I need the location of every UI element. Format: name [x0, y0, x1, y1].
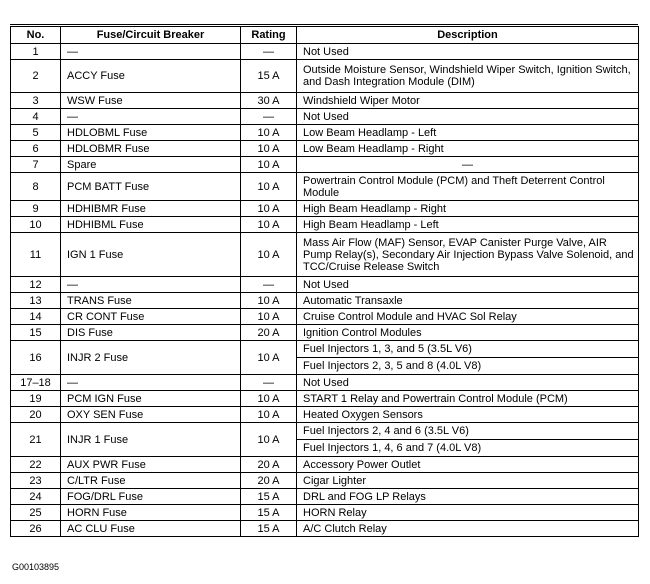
- table-row: [11, 473, 639, 489]
- description-cell: Automatic Transaxle: [297, 293, 639, 309]
- fuse-name-cell: IGN 1 Fuse: [61, 233, 241, 277]
- fuse-name-cell: —: [61, 44, 241, 60]
- rating-cell: 30 A: [241, 93, 297, 109]
- table-row: [11, 521, 639, 537]
- rating-cell: —: [241, 44, 297, 60]
- fuse-number-cell: 4: [11, 109, 61, 125]
- description-cell: Powertrain Control Module (PCM) and Theft Deterrent Control Module: [297, 173, 639, 201]
- description-cell: Fuel Injectors 1, 3, and 5 (3.5L V6): [297, 341, 639, 358]
- table-row: [11, 325, 639, 341]
- fuse-number-cell: 14: [11, 309, 61, 325]
- table-row: [11, 277, 639, 293]
- rating-cell: 10 A: [241, 309, 297, 325]
- rating-cell: 15 A: [241, 521, 297, 537]
- fuse-number-cell: 24: [11, 489, 61, 505]
- fuse-number-cell: 17–18: [11, 375, 61, 391]
- rating-cell: 10 A: [241, 407, 297, 423]
- rating-cell: 10 A: [241, 157, 297, 173]
- rating-cell: 15 A: [241, 505, 297, 521]
- rating-cell: 15 A: [241, 489, 297, 505]
- description-cell: —: [297, 157, 639, 173]
- fuse-number-cell: 10: [11, 217, 61, 233]
- table-row: [11, 60, 639, 93]
- fuse-name-cell: AC CLU Fuse: [61, 521, 241, 537]
- table-row: [11, 44, 639, 60]
- description-cell: Fuel Injectors 2, 4 and 6 (3.5L V6): [297, 423, 639, 440]
- description-cell: Ignition Control Modules: [297, 325, 639, 341]
- table-row: [11, 309, 639, 325]
- rating-cell: 20 A: [241, 325, 297, 341]
- fuse-number-cell: 5: [11, 125, 61, 141]
- fuse-name-cell: PCM IGN Fuse: [61, 391, 241, 407]
- description-cell: Not Used: [297, 109, 639, 125]
- fuse-name-cell: WSW Fuse: [61, 93, 241, 109]
- description-cell: Fuel Injectors 1, 4, 6 and 7 (4.0L V8): [297, 440, 639, 457]
- rating-cell: —: [241, 109, 297, 125]
- rating-cell: 20 A: [241, 457, 297, 473]
- description-cell: A/C Clutch Relay: [297, 521, 639, 537]
- figure-id: G00103895: [12, 562, 60, 572]
- description-cell: Cigar Lighter: [297, 473, 639, 489]
- fuse-name-cell: INJR 1 Fuse: [61, 423, 241, 457]
- fuse-number-cell: 19: [11, 391, 61, 407]
- description-cell: Mass Air Flow (MAF) Sensor, EVAP Canister Purge Valve, AIR Pump Relay(s), Secondary Air Injection Bypass Valve Solenoid, and TCC/Cruise Release Switch: [297, 233, 639, 277]
- header-rating: Rating: [241, 27, 297, 44]
- table-row: [11, 233, 639, 277]
- fuse-number-cell: 7: [11, 157, 61, 173]
- table-body: [11, 44, 639, 537]
- fuse-number-cell: 1: [11, 44, 61, 60]
- table-row: [11, 125, 639, 141]
- table-row: [11, 457, 639, 473]
- description-cell: Low Beam Headlamp - Right: [297, 141, 639, 157]
- rating-cell: 15 A: [241, 60, 297, 93]
- fuse-number-cell: 2: [11, 60, 61, 93]
- table-top-rule: [10, 24, 638, 25]
- fuse-name-cell: HDHIBMR Fuse: [61, 201, 241, 217]
- description-cell: Not Used: [297, 375, 639, 391]
- table-row: [11, 375, 639, 391]
- table-row: [11, 173, 639, 201]
- rating-cell: 10 A: [241, 293, 297, 309]
- fuse-name-cell: HORN Fuse: [61, 505, 241, 521]
- rating-cell: 10 A: [241, 217, 297, 233]
- fuse-table: [10, 26, 639, 537]
- table-row: [11, 201, 639, 217]
- fuse-number-cell: 16: [11, 341, 61, 375]
- description-cell: Low Beam Headlamp - Left: [297, 125, 639, 141]
- table-row: [11, 505, 639, 521]
- fuse-number-cell: 15: [11, 325, 61, 341]
- fuse-number-cell: 6: [11, 141, 61, 157]
- header-row: [11, 27, 639, 44]
- fuse-name-cell: —: [61, 375, 241, 391]
- rating-cell: 10 A: [241, 341, 297, 375]
- fuse-name-cell: PCM BATT Fuse: [61, 173, 241, 201]
- fuse-number-cell: 3: [11, 93, 61, 109]
- rating-cell: 10 A: [241, 391, 297, 407]
- table-row: [11, 423, 639, 440]
- description-cell: Not Used: [297, 44, 639, 60]
- header-description: Description: [297, 27, 639, 44]
- table-row: [11, 93, 639, 109]
- description-cell: DRL and FOG LP Relays: [297, 489, 639, 505]
- fuse-name-cell: FOG/DRL Fuse: [61, 489, 241, 505]
- fuse-number-cell: 25: [11, 505, 61, 521]
- table-row: [11, 217, 639, 233]
- description-cell: HORN Relay: [297, 505, 639, 521]
- fuse-number-cell: 11: [11, 233, 61, 277]
- fuse-name-cell: HDHIBML Fuse: [61, 217, 241, 233]
- fuse-name-cell: C/LTR Fuse: [61, 473, 241, 489]
- rating-cell: —: [241, 277, 297, 293]
- table-row: [11, 391, 639, 407]
- table-row: [11, 141, 639, 157]
- fuse-number-cell: 23: [11, 473, 61, 489]
- description-cell: START 1 Relay and Powertrain Control Module (PCM): [297, 391, 639, 407]
- header-no: No.: [11, 27, 61, 44]
- fuse-name-cell: OXY SEN Fuse: [61, 407, 241, 423]
- description-cell: Not Used: [297, 277, 639, 293]
- description-cell: Fuel Injectors 2, 3, 5 and 8 (4.0L V8): [297, 358, 639, 375]
- fuse-number-cell: 12: [11, 277, 61, 293]
- fuse-name-cell: Spare: [61, 157, 241, 173]
- rating-cell: 10 A: [241, 125, 297, 141]
- fuse-name-cell: DIS Fuse: [61, 325, 241, 341]
- fuse-name-cell: AUX PWR Fuse: [61, 457, 241, 473]
- table-row: [11, 489, 639, 505]
- fuse-number-cell: 13: [11, 293, 61, 309]
- table-row: [11, 341, 639, 358]
- fuse-name-cell: HDLOBML Fuse: [61, 125, 241, 141]
- description-cell: Heated Oxygen Sensors: [297, 407, 639, 423]
- rating-cell: —: [241, 375, 297, 391]
- fuse-name-cell: HDLOBMR Fuse: [61, 141, 241, 157]
- table-row: [11, 293, 639, 309]
- fuse-name-cell: ACCY Fuse: [61, 60, 241, 93]
- description-cell: Windshield Wiper Motor: [297, 93, 639, 109]
- description-cell: Cruise Control Module and HVAC Sol Relay: [297, 309, 639, 325]
- table-row: [11, 407, 639, 423]
- rating-cell: 10 A: [241, 423, 297, 457]
- fuse-number-cell: 21: [11, 423, 61, 457]
- fuse-number-cell: 8: [11, 173, 61, 201]
- table-row: [11, 157, 639, 173]
- description-cell: Outside Moisture Sensor, Windshield Wiper Switch, Ignition Switch, and Dash Integration Module (DIM): [297, 60, 639, 93]
- table-row: [11, 109, 639, 125]
- fuse-number-cell: 22: [11, 457, 61, 473]
- fuse-number-cell: 26: [11, 521, 61, 537]
- fuse-name-cell: —: [61, 277, 241, 293]
- description-cell: High Beam Headlamp - Right: [297, 201, 639, 217]
- rating-cell: 10 A: [241, 201, 297, 217]
- rating-cell: 10 A: [241, 141, 297, 157]
- rating-cell: 10 A: [241, 173, 297, 201]
- fuse-number-cell: 9: [11, 201, 61, 217]
- fuse-name-cell: CR CONT Fuse: [61, 309, 241, 325]
- rating-cell: 20 A: [241, 473, 297, 489]
- fuse-name-cell: —: [61, 109, 241, 125]
- fuse-name-cell: TRANS Fuse: [61, 293, 241, 309]
- fuse-name-cell: INJR 2 Fuse: [61, 341, 241, 375]
- header-fuse: Fuse/Circuit Breaker: [61, 27, 241, 44]
- description-cell: High Beam Headlamp - Left: [297, 217, 639, 233]
- description-cell: Accessory Power Outlet: [297, 457, 639, 473]
- fuse-number-cell: 20: [11, 407, 61, 423]
- rating-cell: 10 A: [241, 233, 297, 277]
